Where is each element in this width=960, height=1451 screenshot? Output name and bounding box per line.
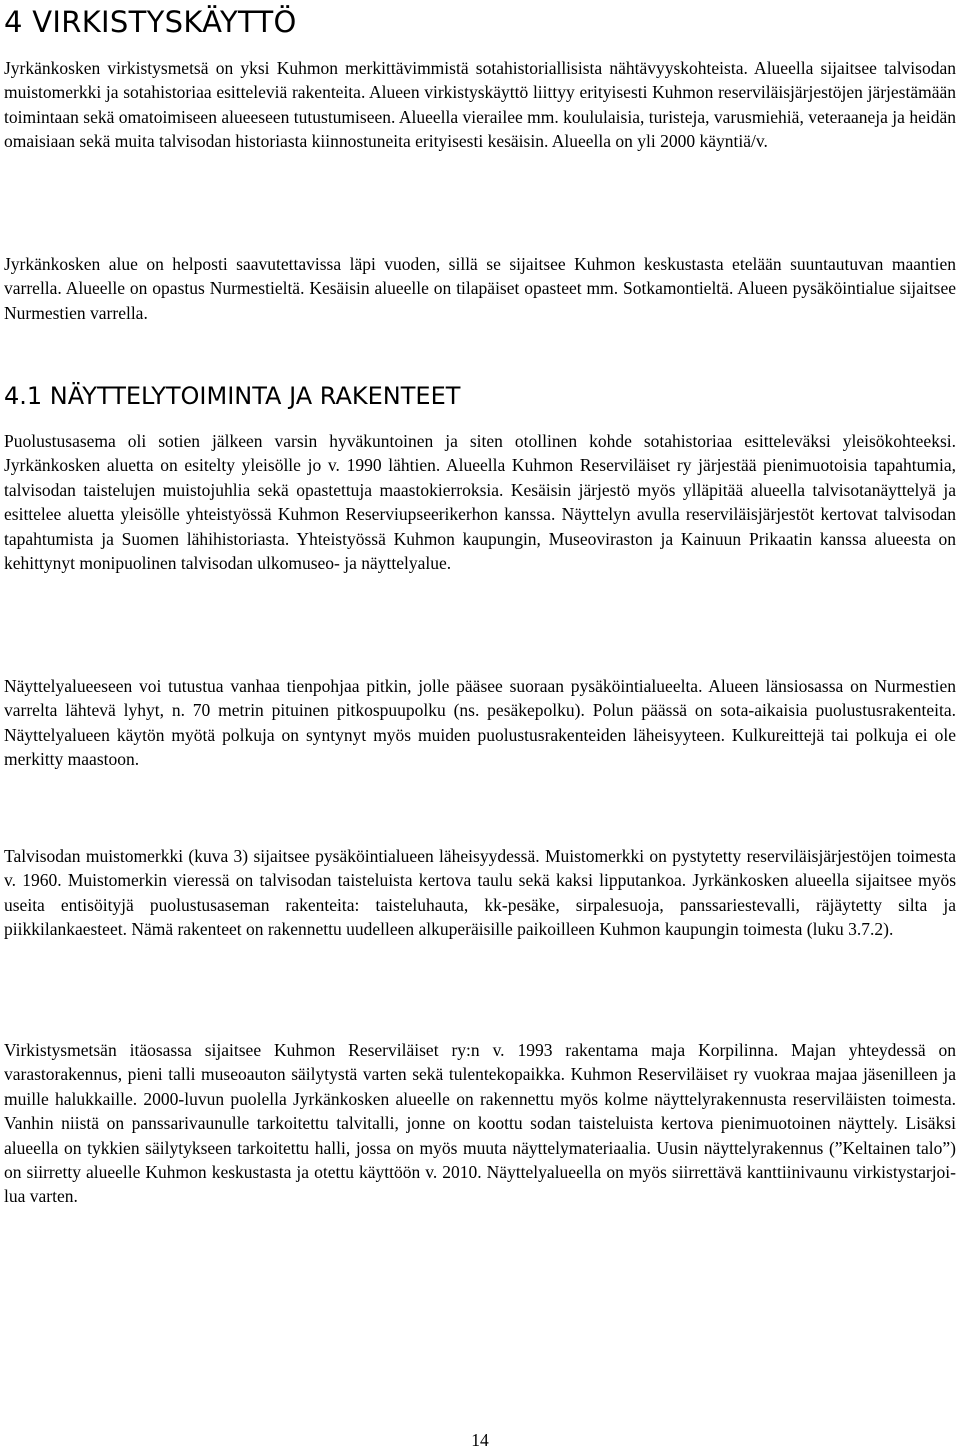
paragraph-intro: Jyrkänkosken virkistysmetsä on yksi Kuhmon merkittävimmistä sotahistoriallisista nähtävyyskohteista. Alueella sijaitsee talvisodan muistomerkki ja sotahistoriaa esitteleviä rakenteita. Alueen virkistyskäyttö liittyy erityisesti Kuhmon reserviläisjärjestöjen järjestämään toimintaan sekä omatoimiseen alueeseen tutustumiseen. Alueella vierailee mm. koululaisia, turisteja, varusmiehiä, veteraaneja ja heidän omaisiaan sekä muita talvisodan historiasta kiinnostuneita erityisesti kesäisin. Alueella on yli 2000 käyntiä/v. xyxy=(4,58,956,152)
page-number: 14 xyxy=(471,1430,489,1450)
section-heading: 4 VIRKISTYSKÄYTTÖ xyxy=(4,5,297,39)
document-page xyxy=(4,0,956,1451)
paragraph-buildings: Virkistysmetsän itäosassa sijaitsee Kuhmon Reserviläiset ry:n v. 1993 rakentama maja Korpilinna. Majan yhteydessä on varastorakennus, pieni talli museoauton säilytystä varten sekä tulentekopaikka. Kuhmon Reserviläiset ry vuokraa majaa jäsenilleen ja muille halukkaille. 2000-luvun puolella Jyrkänkosken alueelle on rakennettu myös kolme näyttelyrakennusta reserviläisten toimesta. Vanhin niistä on panssarivaunulle tarkoitettu talvitalli, jonne on koottu sodan taisteluista kertova pienimuotoinen näyttely. Lisäksi alueella on tykkien säilytykseen tarkoitettu halli, jossa on myös muuta näyttelymateriaalia. Uusin näyttelyrakennus (”Keltainen talo”) on siirretty alueelle Kuhmon keskustasta ja otettu käyttöön v. 2010. Näyttelyalueella on myös siirrettävä kanttiinivaunu virkistystarjoilua varten. xyxy=(4,1040,956,1207)
paragraph-memorial: Talvisodan muistomerkki (kuva 3) sijaitsee pysäköintialueen läheisyydessä. Muistomerkki on pystytetty reserviläisjärjestöjen toimesta v. 1960. Muistomerkin vieressä on talvisodan taisteluista kertova taulu sekä kaksi lipputankoa. Jyrkänkosken alueella sijaitsee myös useita entisöityjä puolustusaseman rakenteita: taisteluhauta, kk-pesäke, sirpalesuoja, panssariestevalli, räjäytetty silta ja piikkilankaesteet. Nämä rakenteet on rakennettu uudelleen alkuperäisille paikoilleen Kuhmon kaupungin toimesta (luku 3.7.2). xyxy=(4,846,956,940)
paragraph-exhibition-paths: Näyttelyalueeseen voi tutustua vanhaa tienpohjaa pitkin, jolle pääsee suoraan pysäköintialueelta. Alueen länsiosassa on Nurmestien varrelta lähtevä lyhyt, n. 70 metrin pituinen pitkospuupolku (ns. pesäkepolku). Polun päässä on sota-aikaisia puolustusrakenteita. Näyttelyalueen käytön myötä polkuja on syntynyt myös muiden puolustusrakenteiden läheisyyteen. Kulkureittejä tai polkuja ei ole merkitty maastoon. xyxy=(4,676,956,770)
paragraph-exhibition-history: Puolustusasema oli sotien jälkeen varsin hyväkuntoinen ja siten otollinen kohde sotahistoriaa esitteleväksi yleisökohteeksi. Jyrkänkosken aluetta on esitelty yleisölle jo v. 1990 lähtien. Alueella Kuhmon Reserviläiset ry järjestää pienimuotoisia tapahtumia, talvisodan taistelujen muistojuhlia sekä opastettuja maastokierroksia. Kesäisin järjestö myös ylläpitää alueella talvisotanäyttelyä ja esittelee aluetta yleisölle yhteistyössä Kuhmon Reserviupseerikerhon kanssa. Näyttelyn avulla reserviläisjärjestöt kertovat talvisodan tapahtumista ja Suomen lähihistoriasta. Yhteistyössä Kuhmon kaupungin, Museoviraston ja Kainuun Prikaatin kanssa alueesta on kehittynyt monipuolinen talvisodan ulkomuseo- ja näyttelyalue. xyxy=(4,431,956,574)
subsection-heading: 4.1 NÄYTTELYTOIMINTA JA RAKENTEET xyxy=(4,382,461,410)
paragraph-access: Jyrkänkosken alue on helposti saavutettavissa läpi vuoden, sillä se sijaitsee Kuhmon keskustasta etelään suuntautuvan maantien varrella. Alueelle on opastus Nurmestieltä. Kesäisin alueelle on tilapäiset opasteet mm. Sotkamontieltä. Alueen pysäköintialue sijaitsee Nurmestien varrella. xyxy=(4,254,956,323)
